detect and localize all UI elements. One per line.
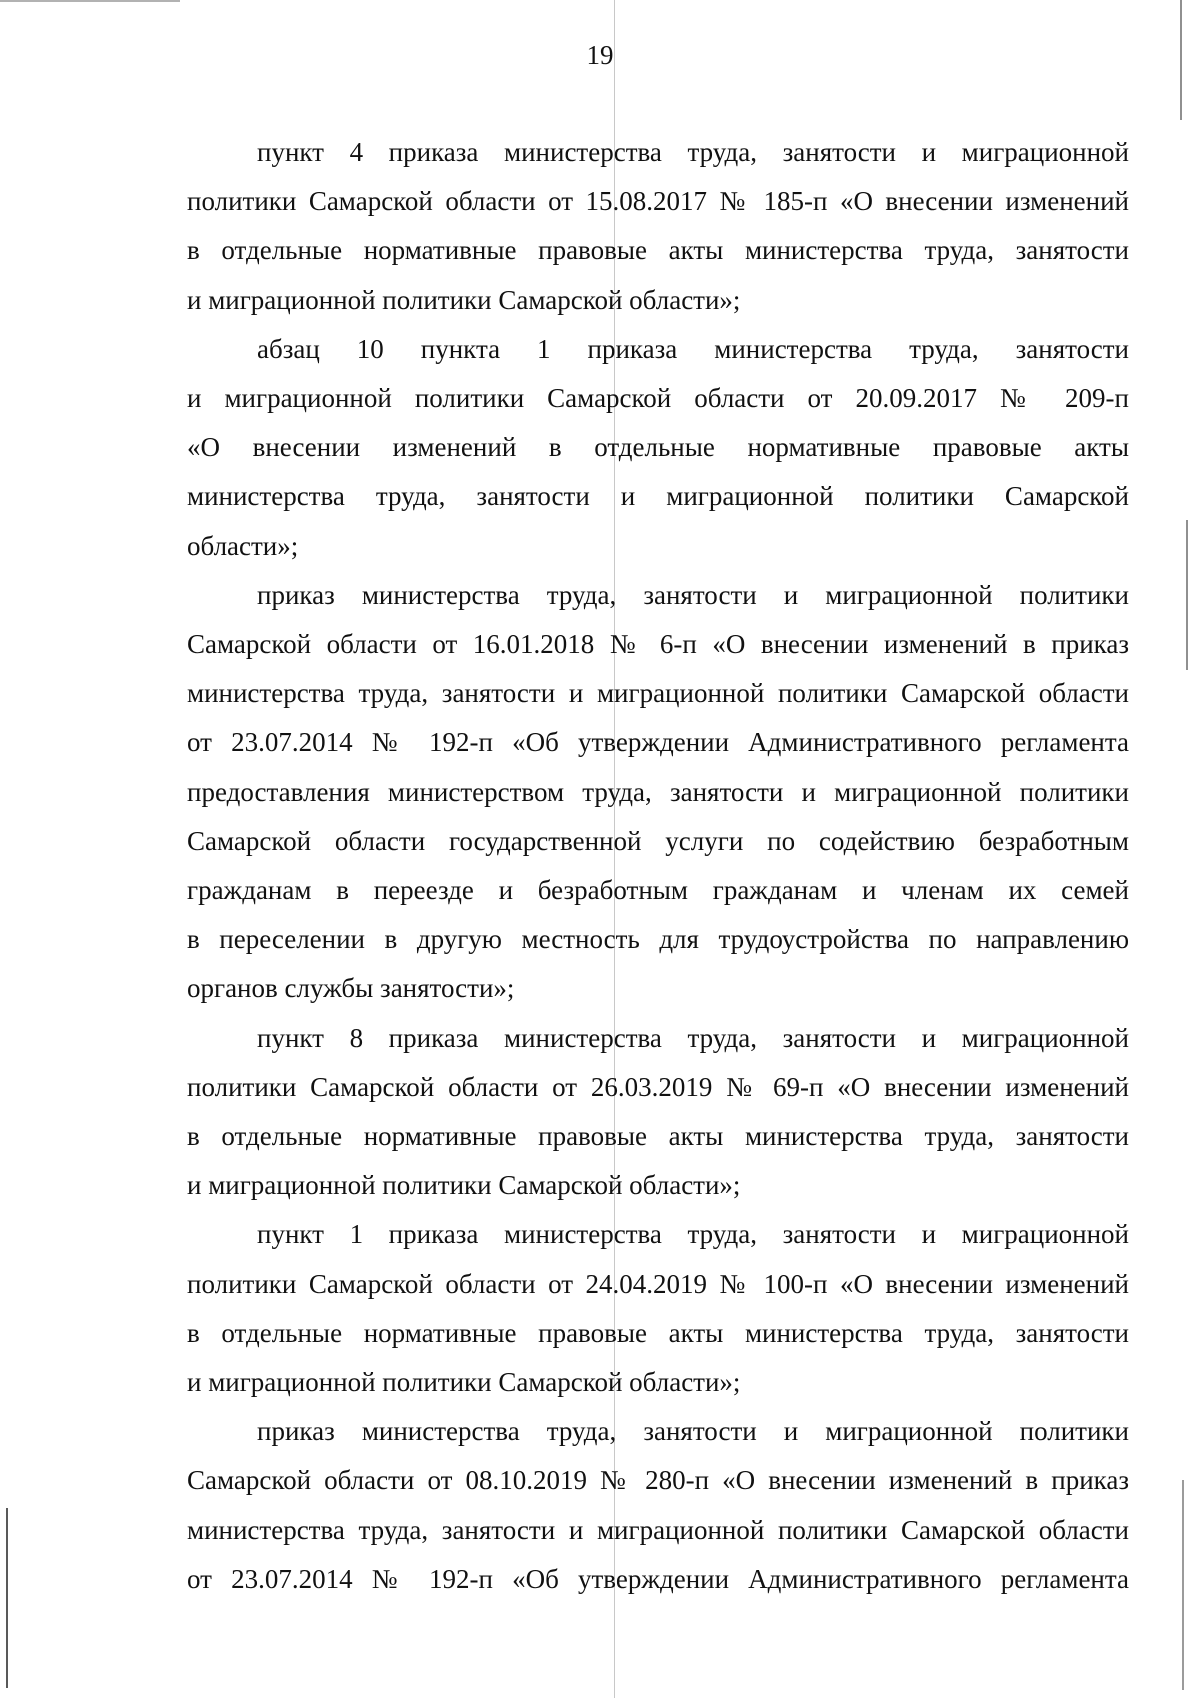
paragraph-line: области»;: [187, 530, 299, 561]
paragraph-line: Самарской области государственной услуги по содействию безработным: [187, 825, 1129, 856]
paragraph: [187, 1014, 1129, 1211]
paragraph-line: и миграционной политики Самарской области»;: [187, 284, 741, 315]
paragraph: [187, 128, 1129, 325]
paragraph-line: министерства труда, занятости и миграционной политики Самарской области: [187, 1514, 1129, 1545]
paragraph-line: Самарской области от 16.01.2018 № 6-п «О внесении изменений в приказ: [187, 629, 1129, 660]
paragraph: [187, 1407, 1129, 1604]
paragraph-line: в отдельные нормативные правовые акты министерства труда, занятости: [187, 1121, 1129, 1152]
paragraph-line: предоставления министерством труда, занятости и миграционной политики: [187, 776, 1129, 807]
paragraph-line: пункт 1 приказа министерства труда, занятости и миграционной: [257, 1219, 1129, 1250]
paragraph-line: от 23.07.2014 № 192-п «Об утверждении Административного регламента: [187, 727, 1129, 758]
paragraph-line: пункт 8 приказа министерства труда, занятости и миграционной: [257, 1022, 1129, 1053]
paragraph-line: министерства труда, занятости и миграционной политики Самарской области: [187, 678, 1129, 709]
paragraph-line: министерства труда, занятости и миграционной политики Самарской: [187, 481, 1129, 512]
paragraph-line: органов службы занятости»;: [187, 973, 515, 1004]
paragraph: [187, 1210, 1129, 1407]
paragraph-line: и миграционной политики Самарской области от 20.09.2017 № 209-п: [187, 383, 1129, 414]
paragraph-line: Самарской области от 08.10.2019 № 280-п «О внесении изменений в приказ: [187, 1465, 1129, 1496]
paragraph-line: приказ министерства труда, занятости и миграционной политики: [257, 1416, 1129, 1447]
paragraph-line: в отдельные нормативные правовые акты министерства труда, занятости: [187, 1317, 1129, 1348]
scan-edge-left-bottom: [6, 1508, 8, 1688]
scan-edge-top-left: [0, 0, 180, 2]
paragraph-line: в отдельные нормативные правовые акты министерства труда, занятости: [187, 235, 1129, 266]
paragraph-line: пункт 4 приказа министерства труда, занятости и миграционной: [257, 137, 1129, 167]
paragraph-line: гражданам в переезде и безработным гражданам и членам их семей: [187, 875, 1129, 906]
scan-edge-right-bottom: [1182, 1480, 1184, 1690]
paragraph-line: политики Самарской области от 24.04.2019 № 100-п «О внесении изменений: [187, 1268, 1129, 1299]
paragraph-line: «О внесении изменений в отдельные нормативные правовые акты: [187, 432, 1129, 463]
paragraph: [187, 325, 1129, 571]
paragraph-line: от 23.07.2014 № 192-п «Об утверждении Административного регламента: [187, 1563, 1129, 1594]
paragraph-line: и миграционной политики Самарской области»;: [187, 1367, 741, 1398]
paragraph-line: политики Самарской области от 26.03.2019 № 69-п «О внесении изменений: [187, 1071, 1129, 1102]
page-number: 19: [586, 40, 614, 70]
paragraph-line: политики Самарской области от 15.08.2017 № 185-п «О внесении изменений: [187, 186, 1129, 217]
paragraph-line: в переселении в другую местность для трудоустройства по направлению: [187, 924, 1129, 955]
paragraph-line: абзац 10 пункта 1 приказа министерства труда, занятости: [257, 333, 1129, 364]
paragraph-line: и миграционной политики Самарской области»;: [187, 1170, 741, 1201]
scan-edge-right-mid: [1186, 520, 1188, 670]
document-body: [187, 128, 1129, 1604]
paragraph-line: приказ министерства труда, занятости и миграционной политики: [257, 579, 1129, 610]
paragraph: [187, 571, 1129, 1014]
